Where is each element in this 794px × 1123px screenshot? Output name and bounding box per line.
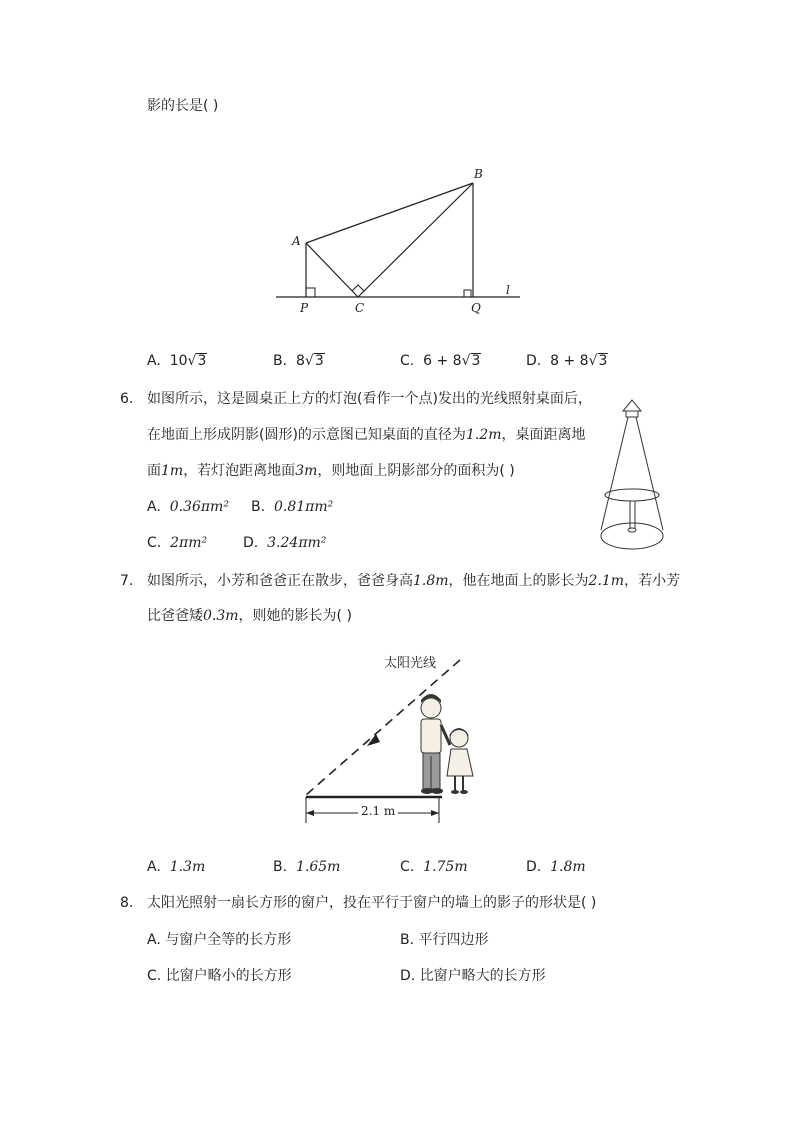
label-P: P [300,301,309,315]
q8-stem: 太阳光照射一扇长方形的窗户，投在平行于窗户的墙上的影子的形状是( ) [147,895,597,911]
q6-option-a[interactable]: A. 0.36πm² [147,499,229,515]
father-illustration [421,694,450,794]
q6-number: 6. [120,391,134,407]
q8-number: 8. [120,895,134,911]
q7-number: 7. [120,573,134,589]
q6-stem-line2: 在地面上形成阴影(圆形)的示意图已知桌面的直径为1.2m，桌面距离地 [147,427,586,443]
dimension-arrow-right-icon [431,810,439,816]
q8-option-c[interactable]: C. 比窗户略小的长方形 [147,968,292,984]
q8-option-a[interactable]: A. 与窗户全等的长方形 [147,932,292,948]
label-A: A [292,234,301,248]
label-C: C [355,301,365,315]
daughter-illustration [447,728,473,794]
q5-stem-continuation: 影的长是( ) [147,98,219,114]
q6-option-c[interactable]: C. 2πm² [147,535,208,551]
sunlight-label: 太阳光线 [384,656,437,671]
q8-option-d[interactable]: D. 比窗户略大的长方形 [400,968,546,984]
q6-stem-line3: 面1m，若灯泡距离地面3m，则地面上阴影部分的面积为( ) [147,463,515,479]
q7-stem-line1: 如图所示，小芳和爸爸正在散步，爸爸身高1.8m，他在地面上的影长为2.1m，若小芳 [147,573,681,589]
q5-option-c[interactable]: C. 6 + 8√3 [400,353,481,369]
label-l: l [506,283,510,297]
q5-option-a[interactable]: A. 10√3 [147,353,207,369]
q7-option-a[interactable]: A. 1.3m [147,859,206,875]
q8-option-b[interactable]: B. 平行四边形 [400,932,489,948]
q7-option-b[interactable]: B. 1.65m [273,859,341,875]
dimension-arrow-left-icon [306,810,314,816]
q6-option-b[interactable]: B. 0.81πm² [251,499,334,515]
label-B: B [474,167,483,181]
label-Q: Q [471,301,481,315]
q5-option-d[interactable]: D. 8 + 8√3 [526,353,608,369]
shadow-length-label: 2.1 m [358,804,398,818]
q6-stem-line1: 如图所示，这是圆桌正上方的灯泡(看作一个点)发出的光线照射桌面后， [147,391,592,407]
q7-option-d[interactable]: D. 1.8m [526,859,586,875]
q6-option-d[interactable]: D. 3.24πm² [243,535,327,551]
q7-option-c[interactable]: C. 1.75m [400,859,468,875]
q5-option-b[interactable]: B. 8√3 [273,353,324,369]
q7-stem-line2: 比爸爸矮0.3m，则她的影长为( ) [147,608,352,624]
